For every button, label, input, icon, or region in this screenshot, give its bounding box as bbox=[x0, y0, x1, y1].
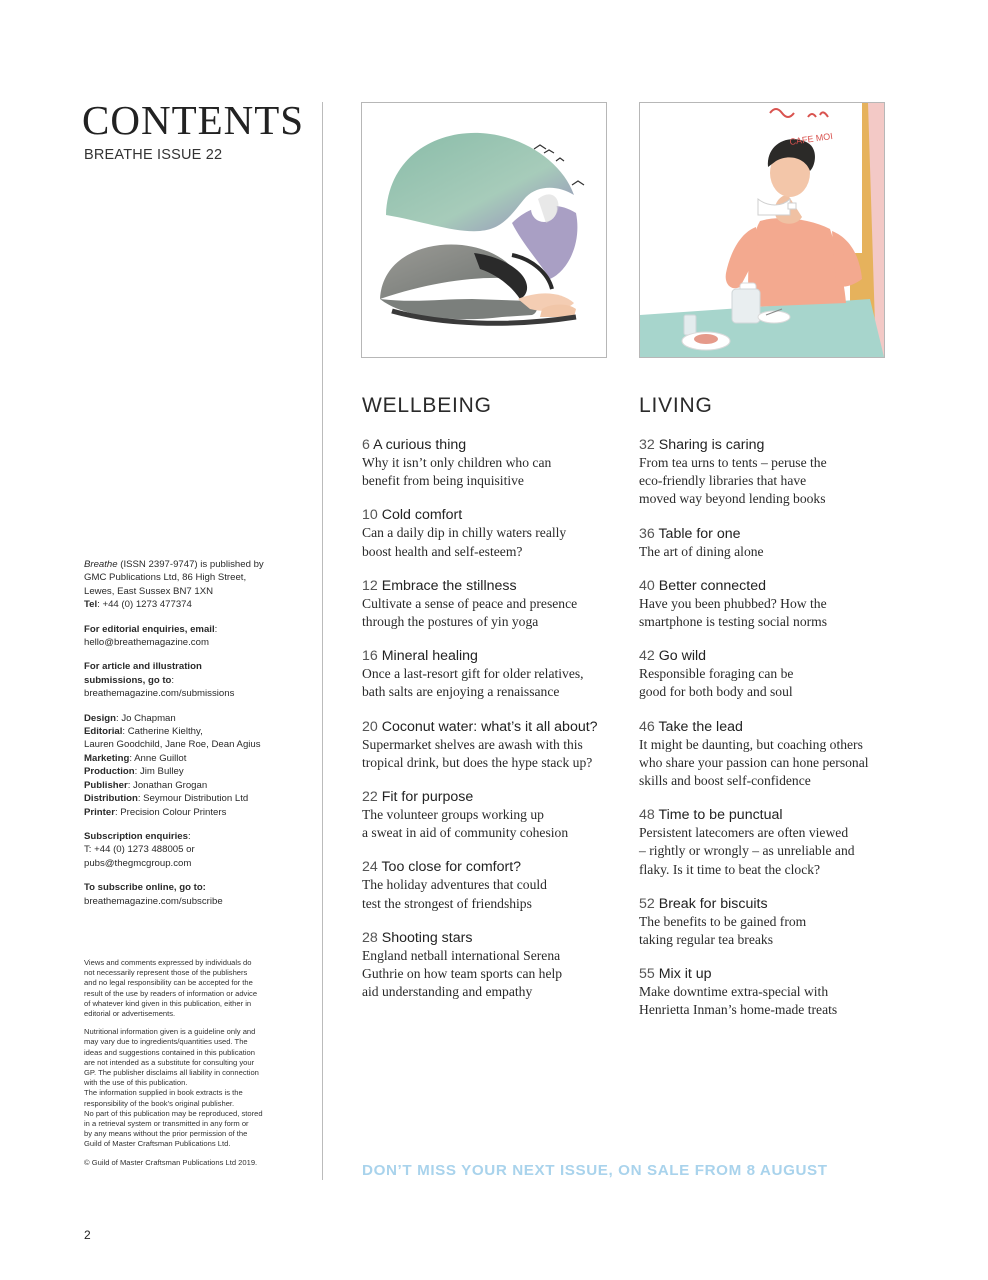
page-ref: 28 bbox=[362, 929, 378, 946]
entry-description-line: Make downtime extra-special with bbox=[639, 984, 829, 1000]
entry-title: Go wild bbox=[658, 648, 707, 665]
contents-entry bbox=[362, 718, 624, 772]
entry-description-line: The art of dining alone bbox=[639, 543, 764, 559]
entry-description-line: Persistent latecomers are often viewed bbox=[639, 825, 849, 841]
entry-heading bbox=[362, 436, 624, 454]
entry-description bbox=[362, 876, 624, 912]
entry-heading bbox=[362, 788, 624, 806]
disclaimer-line: with the use of this publication. bbox=[84, 1078, 188, 1088]
entry-description-line: smartphone is testing social norms bbox=[639, 614, 828, 630]
entry-description-line: flaky. Is it time to beat the clock? bbox=[639, 861, 821, 877]
publisher-info bbox=[84, 558, 294, 612]
entry-heading bbox=[639, 577, 901, 595]
entry-heading bbox=[362, 718, 624, 736]
entry-description-line: Can a daily dip in chilly waters really bbox=[362, 525, 567, 541]
submissions-info: For article and illustration submissions, go to: breathemagazine.com/submissions bbox=[84, 661, 235, 700]
subscription-label: Subscription enquiries bbox=[84, 830, 188, 842]
disclaimer-line: are not intended as a substitute for consulting your bbox=[84, 1057, 255, 1067]
entry-title: Table for one bbox=[658, 525, 741, 542]
entry-description bbox=[362, 595, 624, 631]
editorial-enquiries: For editorial enquiries, email: hello@breathemagazine.com bbox=[84, 623, 218, 649]
entry-title: Cold comfort bbox=[381, 507, 463, 524]
credit-role: Printer bbox=[84, 806, 115, 818]
magazine-name: Breathe bbox=[84, 559, 118, 570]
contents-entry bbox=[639, 647, 901, 701]
entry-heading bbox=[639, 965, 901, 983]
page-ref: 24 bbox=[362, 859, 378, 876]
entry-heading bbox=[362, 858, 624, 876]
subscribe-online-label: To subscribe online, go to: bbox=[84, 882, 206, 894]
subscription-email: pubs@thegmcgroup.com bbox=[84, 857, 192, 869]
credit-names: : Jo Chapman bbox=[116, 712, 176, 724]
entry-description-line: aid understanding and empathy bbox=[362, 984, 533, 1000]
entry-title: Take the lead bbox=[658, 718, 743, 735]
credit-names: : Anne Guillot bbox=[129, 752, 187, 764]
disclaimer-line: Views and comments expressed by individuals do bbox=[84, 958, 252, 967]
issue-label: BREATHE ISSUE 22 bbox=[84, 147, 223, 163]
entry-description-line: The benefits to be gained from bbox=[639, 913, 807, 929]
disclaimer-line: responsibility of the book’s original publisher. bbox=[84, 1098, 235, 1108]
entry-title: Mineral healing bbox=[381, 648, 478, 665]
credit-names: : Catherine Kielthy, bbox=[122, 726, 203, 738]
contents-entry bbox=[639, 436, 901, 509]
entry-description bbox=[362, 454, 624, 490]
subscribe-online-url: breathemagazine.com/subscribe bbox=[84, 895, 223, 907]
entry-heading bbox=[362, 577, 624, 595]
entry-description-line: a sweat in aid of community cohesion bbox=[362, 825, 569, 841]
credit-role: Editorial bbox=[84, 726, 123, 738]
tel-value: : +44 (0) 1273 477374 bbox=[97, 599, 192, 611]
page-number: 2 bbox=[84, 1228, 91, 1242]
entry-heading bbox=[639, 647, 901, 665]
contents-entry bbox=[362, 436, 624, 490]
disclaimer-line: in a retrieval system or transmitted in any form or bbox=[84, 1119, 249, 1129]
entry-title: Shooting stars bbox=[381, 929, 473, 946]
disclaimer-line: and no legal responsibility can be accepted for the bbox=[84, 978, 253, 988]
entry-heading bbox=[639, 436, 901, 454]
entry-title: Fit for purpose bbox=[381, 789, 474, 806]
entry-description-line: – rightly or wrongly – as unreliable and bbox=[639, 843, 855, 859]
entry-description-line: Responsible foraging can be bbox=[639, 666, 794, 682]
entry-description-line: Guthrie on how team sports can help bbox=[362, 966, 563, 982]
disclaimer-line: Guild of Master Craftsman Publications Ltd. bbox=[84, 1139, 231, 1149]
page-title: CONTENTS bbox=[82, 97, 305, 143]
contents-entry bbox=[639, 806, 901, 879]
entry-title: Better connected bbox=[658, 577, 766, 594]
page-ref: 42 bbox=[639, 648, 655, 665]
entry-heading bbox=[362, 506, 624, 524]
yin-yoga-illustration bbox=[361, 102, 607, 358]
page-ref: 48 bbox=[639, 807, 655, 824]
entry-description bbox=[362, 665, 624, 701]
entry-description-line: good for both body and soul bbox=[639, 684, 793, 700]
page-ref: 40 bbox=[639, 577, 655, 594]
publisher-address-2: Lewes, East Sussex BN7 1XN bbox=[84, 585, 214, 597]
editorial-label: For editorial enquiries, email bbox=[84, 623, 215, 635]
credit-names: Lauren Goodchild, Jane Roe, Dean Agius bbox=[84, 739, 261, 751]
tel-label: Tel bbox=[84, 599, 98, 611]
entry-description-line: benefit from being inquisitive bbox=[362, 473, 524, 489]
column-divider bbox=[322, 102, 323, 1180]
contents-entry bbox=[362, 647, 624, 701]
issn-text: (ISSN 2397-9747) is published by bbox=[117, 559, 264, 570]
contents-entry bbox=[362, 577, 624, 631]
yin-yoga-icon bbox=[362, 103, 606, 357]
disclaimer-line: No part of this publication may be reproduced, stored bbox=[84, 1108, 263, 1118]
entry-description-line: eco-friendly libraries that have bbox=[639, 473, 807, 489]
entry-heading bbox=[639, 895, 901, 913]
entry-description bbox=[639, 736, 901, 791]
disclaimer-line: Nutritional information given is a guideline only and bbox=[84, 1027, 256, 1037]
credit-role: Distribution bbox=[84, 793, 138, 805]
contents-entry bbox=[639, 577, 901, 631]
page-ref: 20 bbox=[362, 718, 378, 735]
contents-entry bbox=[639, 718, 901, 791]
contents-entry bbox=[362, 788, 624, 842]
entry-description-line: taking regular tea breaks bbox=[639, 932, 773, 948]
page-ref: 36 bbox=[639, 525, 655, 542]
entry-title: Mix it up bbox=[658, 966, 712, 983]
disclaimer-line: ideas and suggestions contained in this publication bbox=[84, 1047, 255, 1057]
entry-title: Embrace the stillness bbox=[381, 577, 517, 594]
page-ref: 16 bbox=[362, 648, 378, 665]
entry-description-line: Once a last-resort gift for older relatives, bbox=[362, 666, 584, 682]
views-disclaimer bbox=[84, 958, 296, 1019]
entry-description-line: Why it isn’t only children who can bbox=[362, 455, 552, 470]
entry-description-line: Supermarket shelves are awash with this bbox=[362, 736, 583, 752]
entry-description bbox=[639, 595, 901, 631]
disclaimers bbox=[84, 958, 296, 1168]
entry-heading bbox=[639, 718, 901, 736]
publisher-address-1: GMC Publications Ltd, 86 High Street, bbox=[84, 572, 247, 584]
entry-description-line: boost health and self-esteem? bbox=[362, 543, 523, 559]
submissions-label-1: For article and illustration bbox=[84, 661, 202, 673]
disclaimer-line: of whatever kind given in this publication, either in bbox=[84, 998, 252, 1008]
entry-title: Too close for comfort? bbox=[381, 859, 522, 876]
imprint-block bbox=[84, 558, 294, 919]
contents-entry bbox=[362, 929, 624, 1002]
entry-description-line: England netball international Serena bbox=[362, 947, 561, 963]
entry-description-line: Have you been phubbed? How the bbox=[639, 595, 827, 611]
entry-title: Sharing is caring bbox=[658, 437, 765, 453]
disclaimer-line: not necessarily represent those of the publishers bbox=[84, 968, 248, 978]
credit-role: Publisher bbox=[84, 779, 128, 791]
subscription-phone: T: +44 (0) 1273 488005 or bbox=[84, 844, 195, 856]
entry-heading bbox=[362, 929, 624, 947]
cafe-sign-text: CAFE MOI bbox=[788, 131, 834, 147]
entry-description-line: The volunteer groups working up bbox=[362, 807, 544, 823]
entry-description bbox=[362, 524, 624, 560]
disclaimer-line: editorial or advertisements. bbox=[84, 1009, 176, 1019]
entry-description-line: Cultivate a sense of peace and presence bbox=[362, 595, 578, 611]
disclaimer-line: The information supplied in book extracts is the bbox=[84, 1088, 243, 1098]
contents-entry bbox=[639, 895, 901, 949]
nutrition-disclaimer bbox=[84, 1027, 296, 1149]
subscribe-online bbox=[84, 881, 294, 908]
subscription-enquiries: Subscription enquiries: T: +44 (0) 1273 488005 or pubs@thegmcgroup.com bbox=[84, 830, 195, 869]
submissions-url: breathemagazine.com/submissions bbox=[84, 688, 235, 700]
page-ref: 55 bbox=[639, 966, 655, 983]
entry-description-line: test the strongest of friendships bbox=[362, 895, 532, 911]
entry-heading bbox=[362, 647, 624, 665]
page-ref: 22 bbox=[362, 789, 378, 806]
contents-entry bbox=[639, 525, 901, 561]
disclaimer-line: by any means without the prior permission of the bbox=[84, 1129, 248, 1139]
disclaimer-line: result of the use by readers of information or advice bbox=[84, 988, 258, 998]
disclaimer-line: may vary due to ingredients/quantities used. The bbox=[84, 1037, 248, 1047]
entry-description-line: It might be daunting, but coaching others bbox=[639, 736, 863, 752]
page-ref: 6 bbox=[362, 437, 370, 453]
credit-role: Marketing bbox=[84, 752, 130, 764]
living-list bbox=[639, 436, 901, 1036]
page-ref: 12 bbox=[362, 577, 378, 594]
entry-description bbox=[639, 454, 901, 509]
entry-title: Coconut water: what’s it all about? bbox=[381, 718, 598, 735]
editorial-email: hello@breathemagazine.com bbox=[84, 637, 209, 649]
contents-entry bbox=[639, 965, 901, 1019]
contents-entry bbox=[362, 506, 624, 560]
page-ref: 32 bbox=[639, 437, 655, 453]
section-heading-wellbeing: WELLBEING bbox=[362, 394, 492, 417]
credit-role: Production bbox=[84, 766, 135, 778]
entry-heading bbox=[639, 806, 901, 824]
entry-description-line: skills and boost self-confidence bbox=[639, 773, 811, 789]
credit-names: : Precision Colour Printers bbox=[114, 806, 227, 818]
copyright-notice: © Guild of Master Craftsman Publications Ltd 2019. bbox=[84, 1157, 258, 1167]
entry-title: Break for biscuits bbox=[658, 895, 768, 912]
wellbeing-list bbox=[362, 436, 624, 1017]
cafe-scene-icon bbox=[640, 103, 884, 357]
entry-description-line: From tea urns to tents – peruse the bbox=[639, 455, 827, 470]
submissions-label-2: submissions, go to bbox=[84, 674, 172, 686]
entry-description bbox=[639, 983, 901, 1019]
page-ref: 10 bbox=[362, 507, 378, 524]
credit-names: : Jonathan Grogan bbox=[127, 779, 208, 791]
page-ref: 52 bbox=[639, 895, 655, 912]
contents-entry bbox=[362, 858, 624, 912]
entry-description-line: The holiday adventures that could bbox=[362, 877, 547, 893]
entry-description-line: bath salts are enjoying a renaissance bbox=[362, 684, 560, 700]
entry-description bbox=[639, 665, 901, 701]
entry-description-line: through the postures of yin yoga bbox=[362, 614, 539, 630]
page-ref: 46 bbox=[639, 718, 655, 735]
entry-description-line: tropical drink, but does the hype stack up? bbox=[362, 754, 593, 770]
entry-description bbox=[639, 913, 901, 949]
disclaimer-line: GP. The publisher disclaims all liability in connection bbox=[84, 1068, 259, 1078]
entry-description bbox=[362, 736, 624, 772]
entry-description-line: who share your passion can hone personal bbox=[639, 754, 869, 770]
cafe-illustration bbox=[639, 102, 885, 358]
entry-description bbox=[362, 806, 624, 842]
entry-title: A curious thing bbox=[373, 437, 467, 453]
entry-heading bbox=[639, 525, 901, 543]
entry-description-line: moved way beyond lending books bbox=[639, 491, 826, 507]
entry-description bbox=[639, 543, 901, 561]
entry-title: Time to be punctual bbox=[658, 807, 783, 824]
credit-names: : Jim Bulley bbox=[134, 766, 184, 778]
section-heading-living: LIVING bbox=[639, 394, 713, 417]
credit-names: : Seymour Distribution Ltd bbox=[137, 793, 249, 805]
entry-description bbox=[639, 824, 901, 879]
next-issue-banner: DON’T MISS YOUR NEXT ISSUE, ON SALE FROM 8 AUGUST bbox=[362, 1162, 828, 1179]
entry-description-line: Henrietta Inman’s home-made treats bbox=[639, 1002, 838, 1018]
entry-description bbox=[362, 947, 624, 1002]
credit-role: Design bbox=[84, 712, 116, 724]
credits-list bbox=[84, 712, 294, 819]
